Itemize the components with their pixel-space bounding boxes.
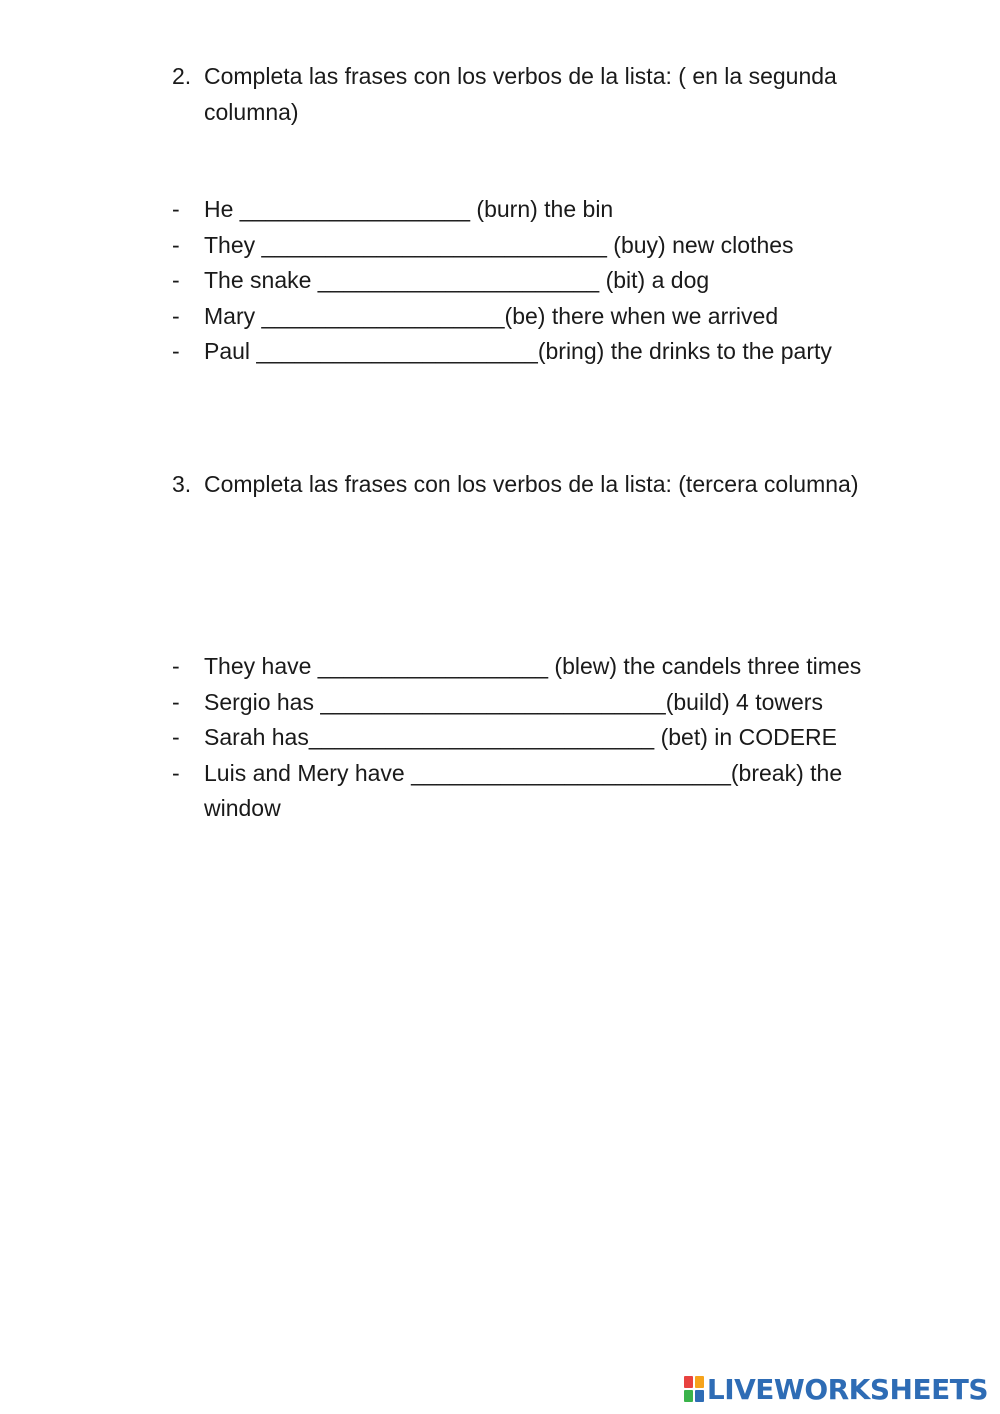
sentence-text: Paul ______________________(bring) the drinks to the party (204, 338, 832, 364)
sentence-text: Sarah has___________________________ (bet) in CODERE (204, 724, 837, 750)
sentence-text: Mary ___________________(be) there when we arrived (204, 302, 779, 329)
question-3-text: Completa las frases con los verbos de la lista: (tercera columna) (204, 471, 859, 497)
logo-block (695, 1376, 704, 1388)
sentence-text: He __________________ (burn) the bin (204, 196, 614, 222)
question-3-number: 3. (172, 471, 192, 497)
liveworksheets-logo-icon (684, 1376, 704, 1402)
sentence-text: The snake ______________________ (bit) a dog (204, 267, 710, 293)
sentence-text: Sergio has ___________________________(build) 4 towers (204, 688, 823, 715)
question-3-heading (172, 466, 862, 502)
question-2-heading (172, 58, 862, 130)
question-2-items (172, 192, 862, 370)
sentence-text: Luis and Mery have _________________________(break) the window (204, 759, 849, 821)
question-3-section (172, 466, 862, 502)
list-item (172, 263, 862, 299)
list-dash: - (172, 196, 180, 222)
logo-block (684, 1390, 693, 1402)
question-2-section (172, 58, 862, 130)
list-item (172, 228, 862, 264)
logo-text: LIVEWORKSHEETS (706, 1372, 988, 1406)
logo-block (684, 1376, 693, 1388)
list-item (172, 299, 862, 335)
sentence-text: They ___________________________ (buy) new clothes (204, 231, 794, 258)
question-3-items (172, 649, 862, 827)
list-dash: - (172, 688, 180, 715)
list-item (172, 720, 862, 756)
list-dash: - (172, 338, 180, 364)
list-dash: - (172, 724, 180, 750)
list-item (172, 192, 862, 228)
list-item (172, 334, 862, 370)
question-2-number: 2. (172, 63, 192, 89)
list-item (172, 756, 862, 827)
list-dash: - (172, 302, 180, 329)
list-item (172, 649, 862, 685)
list-item (172, 685, 862, 721)
list-dash: - (172, 653, 180, 679)
liveworksheets-logo[interactable] (684, 1372, 988, 1406)
question-2-text: Completa las frases con los verbos de la lista: ( en la segunda columna) (204, 63, 837, 125)
sentence-text: They have __________________ (blew) the candels three times (204, 653, 862, 679)
logo-block (695, 1390, 704, 1402)
list-dash: - (172, 759, 180, 786)
list-dash: - (172, 267, 180, 293)
list-dash: - (172, 231, 180, 258)
